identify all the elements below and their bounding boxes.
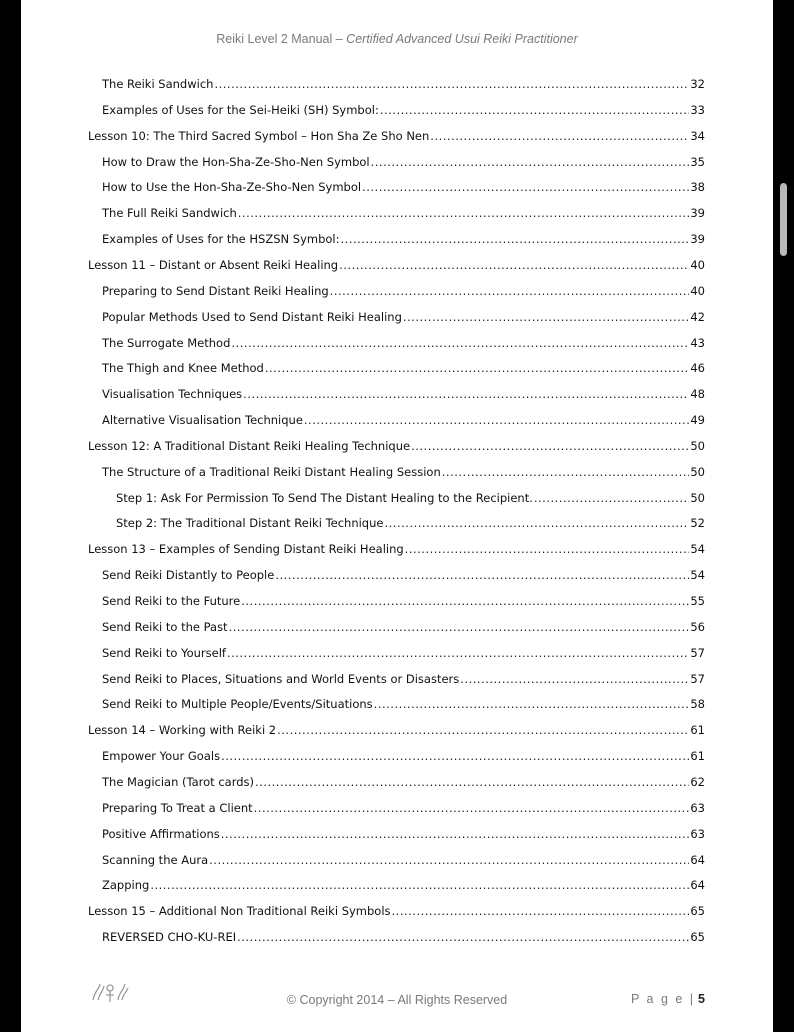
toc-dot-leader xyxy=(392,904,690,918)
toc-entry-title: Positive Affirmations xyxy=(102,826,220,841)
toc-entry-page: 63 xyxy=(690,826,705,841)
toc-entry-page: 43 xyxy=(690,335,705,350)
toc-entry-page: 39 xyxy=(690,206,705,221)
toc-entry[interactable] xyxy=(88,542,705,562)
toc-entry-page: 64 xyxy=(690,878,705,893)
toc-entry-page: 65 xyxy=(690,904,705,919)
toc-dot-leader xyxy=(442,465,690,479)
toc-entry-title: Lesson 11 – Distant or Absent Reiki Healing xyxy=(88,257,339,272)
toc-entry[interactable] xyxy=(102,568,705,588)
toc-dot-leader xyxy=(534,491,689,505)
toc-entry-title: Send Reiki to the Past xyxy=(102,619,228,634)
toc-dot-leader xyxy=(254,801,690,815)
toc-entry[interactable] xyxy=(102,361,705,381)
toc-entry-page: 57 xyxy=(690,671,705,686)
toc-entry-title: Send Reiki to the Future xyxy=(102,594,241,608)
toc-entry-title: Preparing To Treat a Client xyxy=(102,800,253,815)
toc-dot-leader xyxy=(150,878,689,892)
footer-copyright: © Copyright 2014 – All Rights Reserved xyxy=(286,993,508,1007)
toc-entry-title: Examples of Uses for the HSZSN Symbol: xyxy=(102,232,340,247)
toc-dot-leader xyxy=(209,853,689,867)
header-subtitle: Certified Advanced Usui Reiki Practitioner xyxy=(346,32,578,46)
toc-entry-page: 40 xyxy=(690,283,705,298)
toc-entry-title: The Magician (Tarot cards) xyxy=(102,774,255,789)
toc-entry[interactable] xyxy=(102,413,705,433)
toc-entry[interactable] xyxy=(102,465,705,485)
toc-entry[interactable] xyxy=(116,491,705,511)
toc-dot-leader xyxy=(330,284,690,298)
toc-dot-leader xyxy=(241,594,689,608)
toc-dot-leader xyxy=(227,646,689,660)
toc-entry[interactable] xyxy=(102,180,705,200)
toc-dot-leader xyxy=(231,336,689,350)
toc-entry[interactable] xyxy=(102,853,705,873)
toc-entry[interactable] xyxy=(116,516,705,536)
toc-entry-title: The Full Reiki Sandwich xyxy=(102,206,237,221)
toc-entry-title: Lesson 13 – Examples of Sending Distant Reiki Healing xyxy=(88,542,404,557)
page-label: P a g e | xyxy=(630,992,696,1006)
toc-entry[interactable] xyxy=(102,878,705,898)
toc-entry[interactable] xyxy=(102,775,705,795)
toc-entry-page: 42 xyxy=(690,309,705,324)
toc-entry-title: How to Draw the Hon-Sha-Ze-Sho-Nen Symbol xyxy=(102,154,370,169)
toc-entry-page: 39 xyxy=(690,232,705,247)
toc-entry[interactable] xyxy=(102,930,705,950)
toc-dot-leader xyxy=(238,206,690,220)
toc-entry[interactable] xyxy=(102,594,705,614)
toc-dot-leader xyxy=(411,439,689,453)
toc-entry-page: 50 xyxy=(690,490,705,505)
toc-entry-title: Preparing to Send Distant Reiki Healing xyxy=(102,283,329,298)
toc-entry[interactable] xyxy=(102,232,705,252)
toc-entry[interactable] xyxy=(102,206,705,226)
toc-entry-page: 54 xyxy=(690,568,705,583)
toc-entry-title: The Structure of a Traditional Reiki Distant Healing Session xyxy=(102,464,441,479)
toc-entry-title: Empower Your Goals xyxy=(102,749,221,764)
toc-dot-leader xyxy=(277,723,689,737)
toc-entry[interactable] xyxy=(102,620,705,640)
toc-dot-leader xyxy=(339,258,689,272)
toc-entry-page: 35 xyxy=(690,154,705,169)
toc-entry[interactable] xyxy=(88,439,705,459)
toc-dot-leader xyxy=(362,180,689,194)
toc-entry-page: 57 xyxy=(690,645,705,660)
toc-entry[interactable] xyxy=(102,801,705,821)
toc-entry-page: 58 xyxy=(690,697,705,712)
page-number: 5 xyxy=(698,992,705,1006)
toc-dot-leader xyxy=(341,232,690,246)
toc-entry-title: Step 2: The Traditional Distant Reiki Technique xyxy=(116,516,384,531)
toc-entry-page: 33 xyxy=(690,102,705,117)
toc-dot-leader xyxy=(304,413,689,427)
toc-entry[interactable] xyxy=(102,284,705,304)
toc-entry-title: Lesson 12: A Traditional Distant Reiki Healing Technique xyxy=(88,438,411,453)
toc-entry-page: 55 xyxy=(690,594,705,608)
toc-entry-title: Lesson 14 – Working with Reiki 2 xyxy=(88,723,277,738)
toc-dot-leader xyxy=(243,387,689,401)
toc-entry-title: REVERSED CHO-KU-REI xyxy=(102,930,237,945)
toc-entry[interactable] xyxy=(102,387,705,407)
toc-entry[interactable] xyxy=(102,827,705,847)
toc-entry-page: 49 xyxy=(690,413,705,428)
toc-dot-leader xyxy=(374,697,690,711)
toc-entry[interactable] xyxy=(88,258,705,278)
toc-entry-title: The Thigh and Knee Method xyxy=(102,361,264,376)
toc-entry-title: Visualisation Techniques xyxy=(102,387,243,402)
toc-entry[interactable] xyxy=(88,129,705,149)
toc-entry-page: 65 xyxy=(690,930,705,945)
toc-dot-leader xyxy=(384,516,689,530)
toc-dot-leader xyxy=(237,930,689,944)
toc-entry[interactable] xyxy=(102,749,705,769)
toc-entry-title: The Surrogate Method xyxy=(102,335,231,350)
toc-entry-title: Step 1: Ask For Permission To Send The Distant Healing to the Recipient. xyxy=(116,490,533,505)
toc-entry[interactable] xyxy=(102,77,705,97)
footer-page-number xyxy=(631,992,705,1006)
toc-entry[interactable] xyxy=(102,310,705,330)
toc-entry-title: Examples of Uses for the Sei-Heiki (SH) Symbol: xyxy=(102,102,379,117)
toc-entry-page: 64 xyxy=(690,852,705,867)
toc-dot-leader xyxy=(229,620,690,634)
toc-dot-leader xyxy=(380,103,690,117)
toc-dot-leader xyxy=(214,77,689,91)
toc-entry-title: Send Reiki Distantly to People xyxy=(102,568,275,583)
toc-entry-title: Send Reiki to Multiple People/Events/Situations xyxy=(102,697,373,712)
toc-entry[interactable] xyxy=(102,646,705,666)
toc-entry-title: Send Reiki to Places, Situations and World Events or Disasters xyxy=(102,671,460,686)
document-page xyxy=(21,0,773,1032)
toc-dot-leader xyxy=(405,542,690,556)
toc-entry-title: Popular Methods Used to Send Distant Reiki Healing xyxy=(102,309,402,324)
toc-entry-page: 38 xyxy=(690,180,705,195)
toc-entry-page: 52 xyxy=(690,516,705,531)
toc-entry-page: 61 xyxy=(690,723,705,738)
toc-entry[interactable] xyxy=(88,723,705,743)
page-header xyxy=(21,32,773,46)
toc-entry-page: 48 xyxy=(690,387,705,402)
toc-entry-title: Lesson 15 – Additional Non Traditional Reiki Symbols xyxy=(88,904,391,919)
toc-entry[interactable] xyxy=(88,904,705,924)
toc-dot-leader xyxy=(221,749,689,763)
toc-entry-page: 32 xyxy=(690,77,705,91)
scrollbar-thumb[interactable] xyxy=(780,183,787,256)
toc-dot-leader xyxy=(255,775,689,789)
toc-entry-title: How to Use the Hon-Sha-Ze-Sho-Nen Symbol xyxy=(102,180,362,195)
toc-entry-title: Scanning the Aura xyxy=(102,852,209,867)
toc-entry-page: 50 xyxy=(690,464,705,479)
toc-entry-page: 62 xyxy=(690,774,705,789)
toc-entry-title: Zapping xyxy=(102,878,150,893)
toc-dot-leader xyxy=(265,361,690,375)
toc-entry-page: 54 xyxy=(690,542,705,557)
toc-dot-leader xyxy=(275,568,689,582)
toc-entry-title: Send Reiki to Yourself xyxy=(102,645,226,660)
toc-dot-leader xyxy=(460,672,689,686)
toc-entry-page: 61 xyxy=(690,749,705,764)
toc-entry[interactable] xyxy=(102,697,705,717)
toc-entry[interactable] xyxy=(102,155,705,175)
toc-entry-page: 56 xyxy=(690,619,705,634)
toc-entry-page: 46 xyxy=(690,361,705,376)
toc-entry[interactable] xyxy=(102,672,705,692)
toc-entry-page: 63 xyxy=(690,800,705,815)
toc-entry-title: Lesson 10: The Third Sacred Symbol – Hon Sha Ze Sho Nen xyxy=(88,128,430,143)
header-title: Reiki Level 2 Manual – xyxy=(216,32,347,46)
toc-dot-leader xyxy=(403,310,689,324)
toc-entry-title: Alternative Visualisation Technique xyxy=(102,413,303,428)
toc-dot-leader xyxy=(430,129,689,143)
toc-entry-title: The Reiki Sandwich xyxy=(102,77,214,91)
toc-entry[interactable] xyxy=(102,336,705,356)
toc-entry[interactable] xyxy=(102,103,705,123)
toc-dot-leader xyxy=(221,827,690,841)
toc-entry-page: 50 xyxy=(690,438,705,453)
toc-entry-page: 40 xyxy=(690,257,705,272)
toc-dot-leader xyxy=(371,155,690,169)
toc-entry-page: 34 xyxy=(690,128,705,143)
